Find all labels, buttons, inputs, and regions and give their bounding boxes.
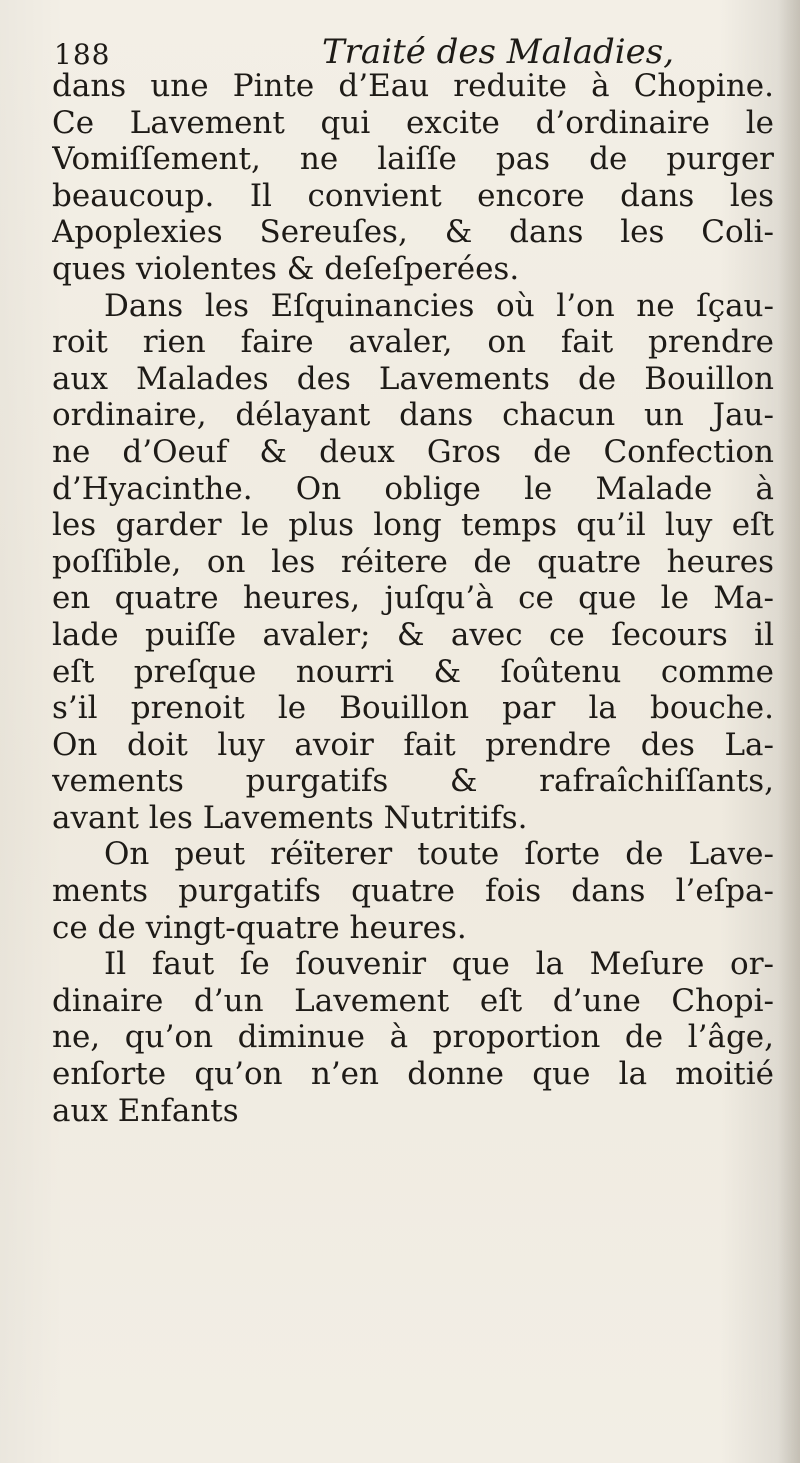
text-line: ments purgatifs quatre fois dans l’eſpa- (52, 873, 774, 910)
text-line: ne d’Oeuf & deux Gros de Confection (52, 433, 774, 470)
text-line: Vomiſſement, ne laiſſe pas de purger (52, 141, 774, 178)
text-line: On doit luy avoir fait prendre des La- (52, 726, 774, 763)
paragraph-start-line: Dans les Eſquinancies où l’on ne ſçau- (104, 287, 774, 324)
text-line: ordinaire, délayant dans chacun un Jau- (52, 397, 774, 434)
body-text (52, 68, 774, 1129)
text-line: avant les Lavements Nutritifs. (52, 799, 528, 836)
text-line: en quatre heures, juſqu’à ce que le Ma- (52, 580, 774, 617)
text-line: enſorte qu’on n’en donne que la moitié (52, 1056, 774, 1093)
paragraph-start-line: Il faut ſe ſouvenir que la Meſure or- (104, 946, 774, 983)
running-title: Traité des Maladies, (322, 32, 675, 72)
text-line: roit rien faire avaler, on fait prendre (52, 324, 774, 361)
text-line: aux Enfants (52, 1092, 239, 1129)
text-line: lade puiſſe avaler; & avec ce ſecours il (52, 616, 774, 653)
page-edge-shadow (778, 0, 800, 1463)
text-line: dans une Pinte d’Eau reduite à Chopine. (52, 68, 774, 104)
text-line: vements purgatifs & rafraîchiſſants, (52, 763, 774, 800)
text-line: ne, qu’on diminue à proportion de l’âge, (52, 1019, 774, 1056)
text-line: les garder le plus long temps qu’il luy eſt (52, 507, 774, 544)
text-line: ce de vingt-quatre heures. (52, 909, 467, 946)
text-line: s’il prenoit le Bouillon par la bouche. (52, 690, 774, 727)
text-line: Apoplexies Sereuſes, & dans les Coli- (52, 214, 774, 251)
text-line: eſt preſque nourri & ſoûtenu comme (52, 653, 774, 690)
paragraph-start-line: On peut réïterer toute ſorte de Lave- (104, 836, 774, 873)
text-line: ques violentes & deſeſperées. (52, 250, 520, 287)
page-number: 188 (54, 38, 111, 71)
text-line: aux Malades des Lavements de Bouillon (52, 360, 774, 397)
text-line: dinaire d’un Lavement eſt d’une Chopi- (52, 982, 774, 1019)
text-line: Ce Lavement qui excite d’ordinaire le (52, 104, 774, 141)
text-line: beaucoup. Il convient encore dans les (52, 177, 774, 214)
text-line: d’Hyacinthe. On oblige le Malade à (52, 470, 774, 507)
text-line: poſſible, on les réitere de quatre heures (52, 543, 774, 580)
